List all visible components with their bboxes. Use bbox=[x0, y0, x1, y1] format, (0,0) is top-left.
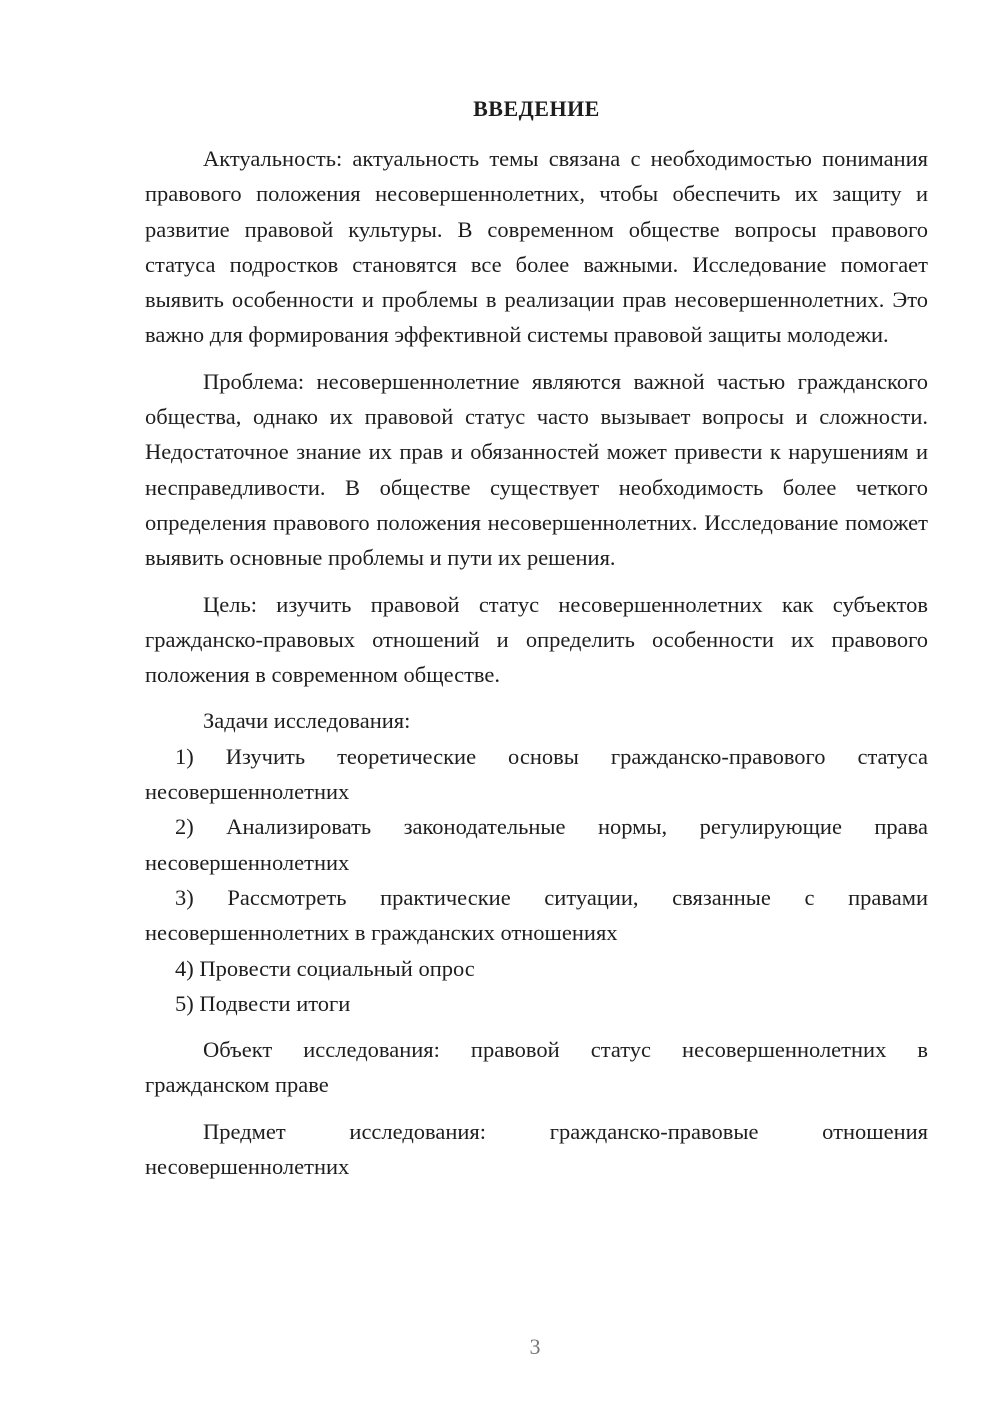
task-item-5: 5) Подвести итоги bbox=[175, 990, 351, 1016]
paragraph-problem: Проблема: несовершеннолетние являются важной частью гражданского общества, однако их правовой статус часто вызывает вопросы и сложности. Недостаточное знание их прав и обязанностей может привести к нарушениям и несправедливости. В обществе существует необходимость более четкого определения правового положения несовершеннолетних. Исследование поможет выявить основные проблемы и пути их решения. bbox=[145, 368, 928, 571]
task-item-2: 2) Анализировать законодательные нормы, регулирующие права несовершеннолетних bbox=[145, 814, 928, 875]
paragraph-goal: Цель: изучить правовой статус несовершеннолетних как субъектов гражданско-правовых отношений и определить особенности их правового положения в современном обществе. bbox=[145, 591, 928, 688]
task-item-3: 3) Рассмотреть практические ситуации, связанные с правами несовершеннолетних в гражданских отношениях bbox=[145, 884, 928, 946]
page-number: 3 bbox=[529, 1334, 541, 1359]
document-body bbox=[145, 141, 928, 1184]
task-item-4: 4) Провести социальный опрос bbox=[175, 955, 475, 981]
paragraph-subject: Предмет исследования: гражданско-правовые отношения несовершеннолетних bbox=[145, 1118, 928, 1180]
paragraph-relevance: Актуальность: актуальность темы связана с необходимостью понимания правового положения несовершеннолетних, чтобы обеспечить их защиту и развитие правовой культуры. В современном обществе вопросы правового статуса подростков становятся все более важными. Исследование помогает выявить особенности и проблемы в реализации прав несовершеннолетних. Это важно для формирования эффективной системы правовой защиты молодежи. bbox=[145, 146, 928, 348]
tasks-heading: Задачи исследования: bbox=[203, 708, 411, 734]
paragraph-object: Объект исследования: правовой статус несовершеннолетних в гражданском праве bbox=[145, 1037, 928, 1098]
task-item-1: 1) Изучить теоретические основы гражданско-правового статуса несовершеннолетних bbox=[145, 743, 928, 805]
page-title: ВВЕДЕНИЕ bbox=[473, 96, 600, 121]
